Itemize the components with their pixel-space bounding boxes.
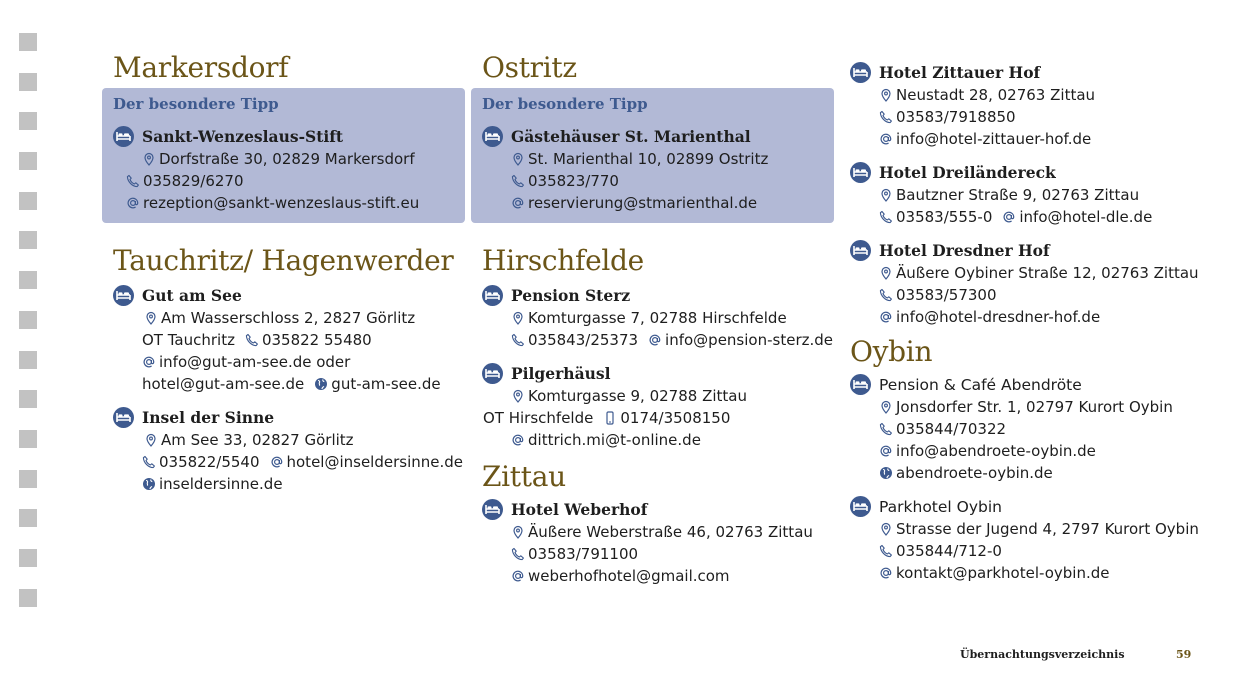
binding-hole [19,311,37,329]
globe-icon [314,377,328,391]
city-heading: Zittau [482,460,566,493]
phone-link[interactable]: 035823/770 [528,172,619,190]
listing [113,407,465,495]
address: Am Wasserschloss 2, 2827 Görlitz [161,309,416,327]
address: Komturgasse 9, 02788 Zittau [528,387,747,405]
listing [482,363,834,451]
binding-hole [19,192,37,210]
website-link[interactable]: inseldersinne.de [159,475,283,493]
binding-hole [19,271,37,289]
binding-hole [19,231,37,249]
listing-name: Hotel Weberhof [511,500,648,519]
at-icon [1002,210,1016,224]
tip-label: Der besondere Tipp [113,95,279,113]
listing-name: Pension Sterz [511,286,631,305]
at-icon [511,196,525,210]
email-link[interactable]: info@hotel-zittauer-hof.de [896,130,1092,148]
tip-box [471,88,834,223]
location-pin-icon [511,152,525,166]
email-link[interactable]: info@gut-am-see.de oder [159,353,351,371]
email-link[interactable]: rezeption@sankt-wenzeslaus-stift.eu [143,194,420,212]
column-right [850,62,1199,584]
listing [113,126,454,214]
column-left [113,50,465,495]
city-heading: Tauchritz/ Hagenwerder [113,244,454,277]
listing [850,496,1199,584]
bed-icon [113,285,134,306]
location-pin-icon [511,311,525,325]
phone-link[interactable]: 035829/6270 [143,172,244,190]
binding-hole [19,509,37,527]
footer-title: Übernachtungsverzeichnis [960,648,1125,661]
binding-holes [19,33,37,628]
location-pin-icon [879,400,893,414]
binding-hole [19,73,37,91]
globe-icon [879,466,893,480]
listing [113,285,465,395]
phone-icon [142,455,156,469]
bed-icon [482,499,503,520]
listing [482,126,823,214]
city-heading: Markersdorf [113,51,289,84]
address: Strasse der Jugend 4, 2797 Kurort Oybin [896,520,1199,538]
phone-link[interactable]: 035843/25373 [528,331,639,349]
phone-link[interactable]: 035844/712-0 [896,542,1002,560]
bed-icon [850,496,871,517]
listing-name: Pilgerhäusl [511,364,611,383]
at-icon [270,455,284,469]
listing-name: Gästehäuser St. Marienthal [511,127,751,146]
at-icon [142,355,156,369]
listing-name: Hotel Dresdner Hof [879,241,1050,260]
email-link[interactable]: info@hotel-dle.de [1019,208,1153,226]
address: Komturgasse 7, 02788 Hirschfelde [528,309,787,327]
address: Jonsdorfer Str. 1, 02797 Kurort Oybin [896,398,1173,416]
phone-icon [511,174,525,188]
binding-hole [19,390,37,408]
page-number: 59 [1176,648,1192,661]
address: Bautzner Straße 9, 02763 Zittau [896,186,1140,204]
city-heading: Ostritz [482,51,577,84]
address: Äußere Oybiner Straße 12, 02763 Zittau [896,264,1199,282]
location-pin-icon [879,88,893,102]
binding-hole [19,351,37,369]
phone-link[interactable]: 03583/7918850 [896,108,1016,126]
phone-link[interactable]: 035822 55480 [261,331,372,349]
email-link[interactable]: kontakt@parkhotel-oybin.de [896,564,1110,582]
bed-icon [482,126,503,147]
at-icon [879,132,893,146]
bed-icon [113,407,134,428]
listing [482,285,834,351]
phone-link[interactable]: 03583/791100 [528,545,639,563]
city-heading: Oybin [850,335,933,368]
address: St. Marienthal 10, 02899 Ostritz [528,150,769,168]
mobile-phone-icon [603,411,617,425]
phone-icon [879,288,893,302]
location-pin-icon [879,188,893,202]
website-link[interactable]: abendroete-oybin.de [896,464,1053,482]
binding-hole [19,589,37,607]
listing [850,240,1199,328]
phone-link[interactable]: 035822/5540 [159,453,260,471]
binding-hole [19,152,37,170]
address: Dorfstraße 30, 02829 Markersdorf [159,150,415,168]
listing-name: Insel der Sinne [142,408,275,427]
phone-icon [511,547,525,561]
listing-name: Hotel Zittauer Hof [879,63,1041,82]
email-link[interactable]: info@hotel-dresdner-hof.de [896,308,1101,326]
phone-icon [126,174,140,188]
at-icon [648,333,662,347]
at-icon [511,569,525,583]
email-link[interactable]: info@abendroete-oybin.de [896,442,1096,460]
globe-icon [142,477,156,491]
bed-icon [850,162,871,183]
phone-link[interactable]: 035844/70322 [896,420,1007,438]
bed-icon [482,285,503,306]
location-pin-icon [511,389,525,403]
phone-link[interactable]: 03583/57300 [896,286,997,304]
at-icon [879,444,893,458]
column-middle [482,50,834,587]
listing [850,374,1199,484]
address: Am See 33, 02827 Görlitz [161,431,354,449]
city-heading: Hirschfelde [482,244,644,277]
listing-name: Hotel Dreiländereck [879,163,1056,182]
binding-hole [19,112,37,130]
binding-hole [19,470,37,488]
phone-icon [879,210,893,224]
tip-label: Der besondere Tipp [482,95,648,113]
website-link[interactable]: gut-am-see.de [331,375,441,393]
binding-hole [19,33,37,51]
phone-icon [879,110,893,124]
location-pin-icon [511,525,525,539]
binding-hole [19,430,37,448]
mobile-link[interactable]: 0174/3508150 [620,409,731,427]
listing-name: Gut am See [142,286,242,305]
listing-name: Parkhotel Oybin [879,498,1002,516]
address: Neustadt 28, 02763 Zittau [896,86,1096,104]
listing-name: Pension & Café Abendröte [879,376,1082,394]
bed-icon [850,240,871,261]
email-link[interactable]: hotel@gut-am-see.de [142,375,305,393]
phone-icon [511,333,525,347]
district: OT Tauchritz [142,331,235,349]
bed-icon [113,126,134,147]
binding-hole [19,549,37,567]
location-pin-icon [879,266,893,280]
tip-box [102,88,465,223]
phone-icon [245,333,259,347]
email-link[interactable]: dittrich.mi@t-online.de [528,431,701,449]
listing-name: Sankt-Wenzeslaus-Stift [142,127,344,146]
location-pin-icon [144,311,158,325]
at-icon [511,433,525,447]
at-icon [879,566,893,580]
phone-icon [879,422,893,436]
listing [850,162,1199,228]
phone-icon [879,544,893,558]
at-icon [126,196,140,210]
phone-link[interactable]: 03583/555-0 [896,208,993,226]
email-link[interactable]: weberhofhotel@gmail.com [528,567,730,585]
bed-icon [850,62,871,83]
email-link[interactable]: hotel@inseldersinne.de [286,453,464,471]
email-link[interactable]: reservierung@stmarienthal.de [528,194,758,212]
location-pin-icon [144,433,158,447]
address: Äußere Weberstraße 46, 02763 Zittau [528,523,813,541]
location-pin-icon [879,522,893,536]
location-pin-icon [142,152,156,166]
email-link[interactable]: info@pension-sterz.de [665,331,833,349]
bed-icon [850,374,871,395]
district: OT Hirschfelde [483,409,594,427]
listing [482,499,834,587]
bed-icon [482,363,503,384]
listing [850,62,1199,150]
at-icon [879,310,893,324]
